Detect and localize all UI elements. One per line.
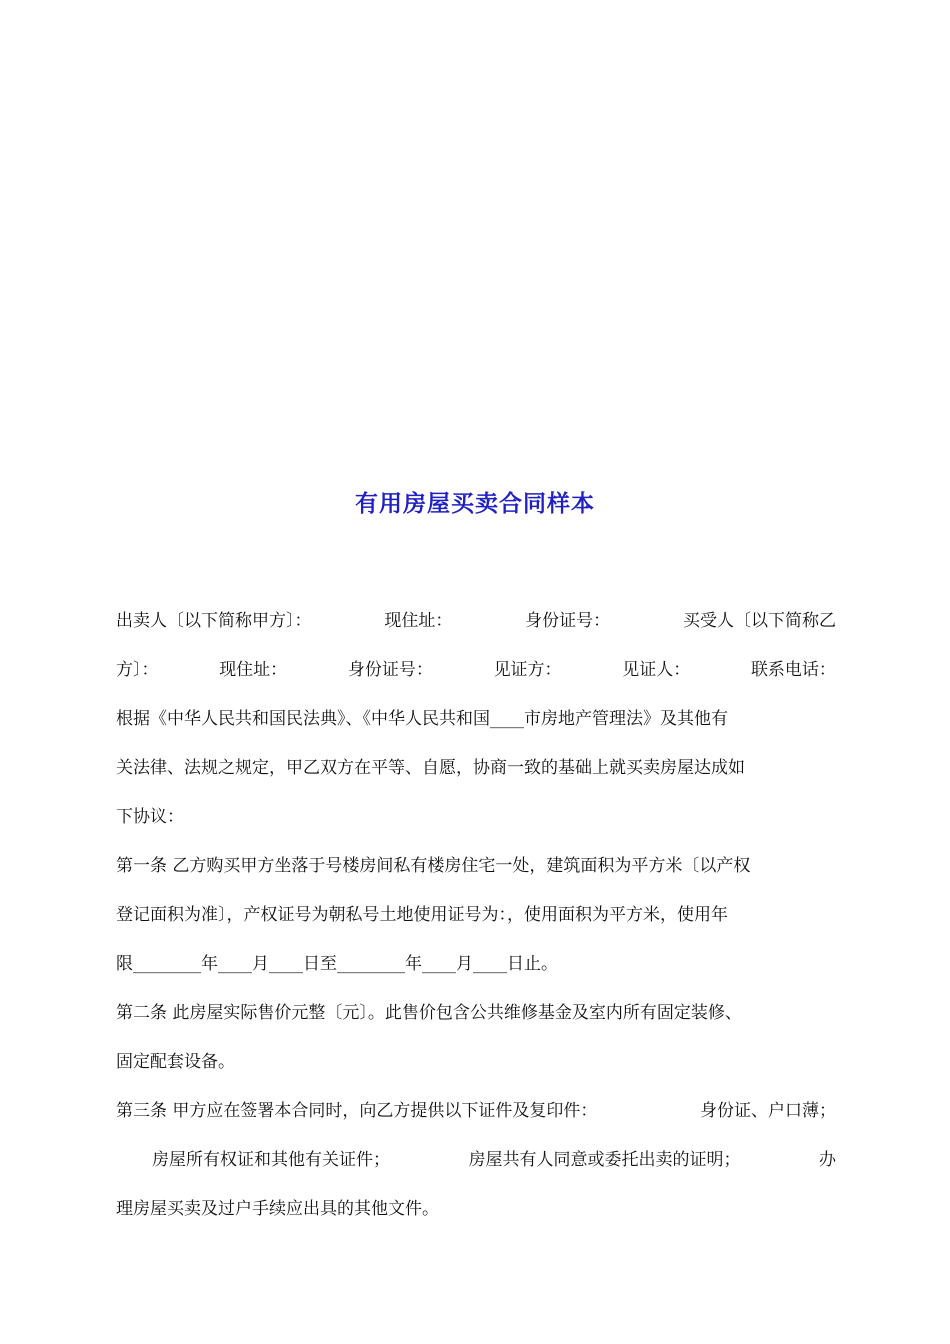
article-3-item-other-start: 办 <box>819 1150 836 1170</box>
buyer-address-label: 现住址： <box>219 660 288 680</box>
article-3-line-3: 理房屋买卖及过户手续应出具的其他文件。 <box>116 1199 439 1219</box>
buyer-id-label: 身份证号： <box>347 660 433 680</box>
witness-party-label: 见证方： <box>493 660 562 680</box>
witness-person-label: 见证人： <box>622 660 691 680</box>
article-3-item-ownership: 房屋所有权证和其他有关证件； <box>152 1150 390 1170</box>
article-1-line-3: 限________年____月____日至________年____月____日止。 <box>116 954 558 974</box>
article-2-line-1: 第二条 此房屋实际售价元整〔元〕。此售价包含公共维修基金及室内所有固定装修、 <box>116 1003 742 1023</box>
article-2-line-2: 固定配套设备。 <box>116 1052 235 1072</box>
phone-label: 联系电话： <box>750 660 836 680</box>
seller-id-label: 身份证号： <box>525 611 611 631</box>
article-3-intro: 第三条 甲方应在签署本合同时，向乙方提供以下证件及复印件： <box>116 1101 598 1121</box>
article-1-line-2: 登记面积为准〕，产权证号为朝私号土地使用证号为：，使用面积为平方米，使用年 <box>116 905 728 925</box>
article-3-item-id: 身份证、户口薄； <box>700 1101 836 1121</box>
header-fields-line-2 <box>116 646 836 695</box>
buyer-label: 买受人〔以下简称乙 <box>682 611 836 631</box>
article-3-line-2 <box>116 1136 836 1185</box>
article-1-line-1: 第一条 乙方购买甲方坐落于号楼房间私有楼房住宅一处，建筑面积为平方米〔以产权 <box>116 856 751 876</box>
intro-line-1: 根据《中华人民共和国民法典》、《中华人民共和国____市房地产管理法》及其他有 <box>116 709 728 729</box>
document-title: 有用房屋买卖合同样本 <box>355 491 595 517</box>
article-3-item-consent: 房屋共有人同意或委托出卖的证明； <box>468 1150 741 1170</box>
seller-label: 出卖人〔以下简称甲方〕： <box>116 611 312 631</box>
article-3-line-1 <box>116 1087 836 1136</box>
intro-line-2: 关法律、法规之规定，甲乙双方在平等、自愿，协商一致的基础上就买卖房屋达成如 <box>116 758 745 778</box>
intro-line-3: 下协议： <box>116 807 184 827</box>
buyer-label-continued: 方〕： <box>116 660 159 680</box>
header-fields-line-1 <box>116 597 836 646</box>
seller-address-label: 现住址： <box>384 611 453 631</box>
document-body <box>116 597 836 1234</box>
